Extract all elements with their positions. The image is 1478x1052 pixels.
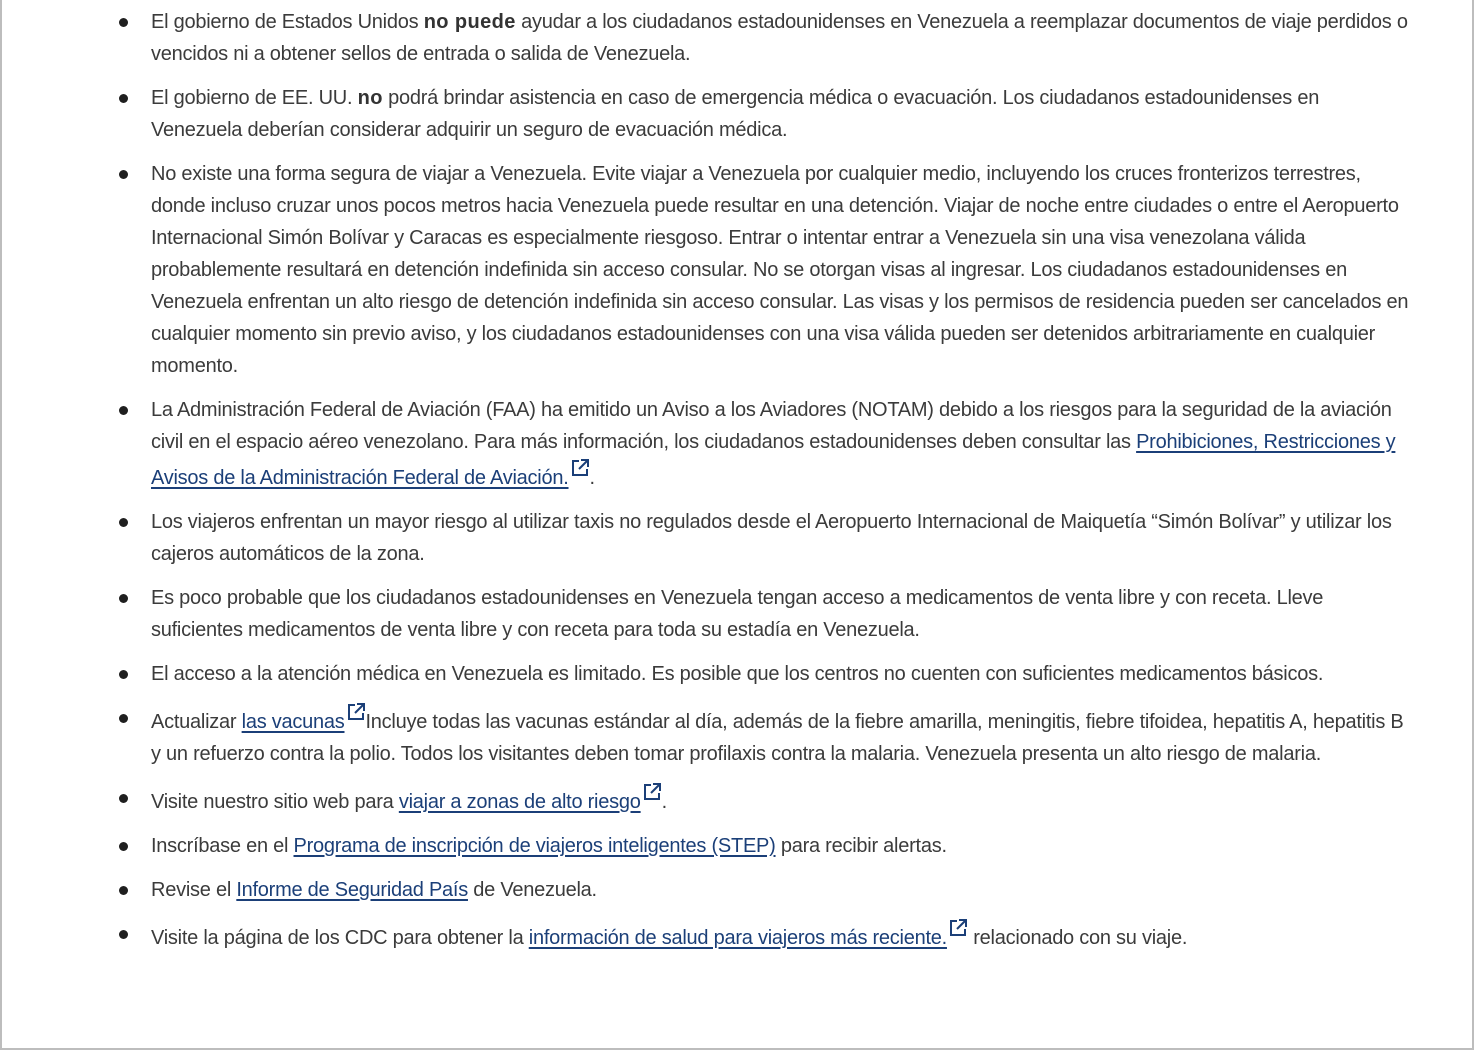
list-item bbox=[151, 702, 1413, 770]
bullet-text: relacionado con su viaje. bbox=[967, 927, 1188, 949]
bullet-text: Los viajeros enfrentan un mayor riesgo al utilizar taxis no regulados desde el Aeropuerto Internacional de Maiquetía “Simón Bolívar” y utilizar los cajeros automáticos de la zona. bbox=[151, 511, 1392, 565]
bullet-text: de Venezuela. bbox=[467, 879, 597, 901]
list-item bbox=[151, 874, 1413, 906]
bullet-text: Incluye todas las vacunas estándar al día, además de la fiebre amarilla, meningitis, fiebre tifoidea, hepatitis A, hepatitis B y un refuerzo contra la polio. Todos los visitantes deben tomar profilaxis contra la malaria. Venezuela presenta un alto riesgo de malaria. bbox=[151, 711, 1404, 765]
list-item bbox=[151, 782, 1413, 818]
bullet-text: Revise el bbox=[151, 879, 237, 901]
list-item bbox=[151, 658, 1413, 690]
list-item bbox=[151, 82, 1413, 146]
external-link-icon[interactable] bbox=[642, 782, 662, 802]
list-item bbox=[151, 582, 1413, 646]
bullet-text: Actualizar bbox=[151, 711, 242, 733]
country-security-report-link[interactable]: Informe de Seguridad País bbox=[236, 879, 468, 901]
list-item bbox=[151, 394, 1413, 494]
bullet-text: para recibir alertas. bbox=[775, 835, 947, 857]
travel-advice-list bbox=[151, 6, 1413, 966]
external-link-icon[interactable] bbox=[570, 458, 590, 478]
bullet-text: No existe una forma segura de viajar a Venezuela. Evite viajar a Venezuela por cualquier medio, incluyendo los cruces fronterizos terrestres, donde incluso cruzar unos pocos metros hacia Venezuela puede resultar en una detención. Viajar de noche entre ciudades o entre el Aeropuerto Internacional Simón Bolívar y Caracas es especialmente riesgoso. Entrar o intentar entrar a Venezuela sin una visa venezolana válida probablemente resultará en detención indefinida sin acceso consular. No se otorgan visas al ingresar. Los ciudadanos estadounidenses en Venezuela enfrentan un alto riesgo de detención indefinida sin acceso consular. Las visas y los permisos de residencia pueden ser cancelados en cualquier momento sin previo aviso, y los ciudadanos estadounidenses con una visa válida pueden ser detenidos arbitrariamente en cualquier momento. bbox=[151, 163, 1409, 377]
bullet-text: . bbox=[661, 791, 667, 813]
bullet-text: podrá brindar asistencia en caso de emergencia médica o evacuación. Los ciudadanos estadounidenses en Venezuela deberían considerar adquirir un seguro de evacuación médica. bbox=[151, 87, 1320, 141]
faa-restrictions-link[interactable]: Prohibiciones, Restricciones y Avisos de la Administración Federal de Aviación. bbox=[151, 431, 1396, 489]
list-item bbox=[151, 6, 1413, 70]
list-item bbox=[151, 506, 1413, 570]
bullet-text: Inscríbase en el bbox=[151, 835, 294, 857]
bullet-text: El acceso a la atención médica en Venezuela es limitado. Es posible que los centros no cuenten con suficientes medicamentos básicos. bbox=[151, 663, 1324, 685]
bullet-text: El gobierno de Estados Unidos bbox=[151, 11, 424, 33]
bullet-text: Visite nuestro sitio web para bbox=[151, 791, 399, 813]
bullet-emphasis: no bbox=[357, 87, 383, 109]
vaccines-link[interactable]: las vacunas bbox=[241, 711, 345, 733]
external-link-icon[interactable] bbox=[948, 918, 968, 938]
external-link-icon[interactable] bbox=[346, 702, 366, 722]
bullet-text: Visite la página de los CDC para obtener la bbox=[151, 927, 529, 949]
bullet-emphasis: no puede bbox=[423, 11, 516, 33]
bullet-text: La Administración Federal de Aviación (FAA) ha emitido un Aviso a los Aviadores (NOTAM) debido a los riesgos para la seguridad de la aviación civil en el espacio aéreo venezolano. Para más información, los ciudadanos estadounidenses deben consultar las bbox=[151, 399, 1392, 453]
list-item bbox=[151, 918, 1413, 954]
bullet-text: Es poco probable que los ciudadanos estadounidenses en Venezuela tengan acceso a medicamentos de venta libre y con receta. Lleve suficientes medicamentos de venta libre y con receta para toda su estadía en Venezuela. bbox=[151, 587, 1324, 641]
step-program-link[interactable]: Programa de inscripción de viajeros inteligentes (STEP) bbox=[293, 835, 776, 857]
list-item bbox=[151, 830, 1413, 862]
bullet-text: El gobierno de EE. UU. bbox=[151, 87, 358, 109]
high-risk-travel-link[interactable]: viajar a zonas de alto riesgo bbox=[398, 791, 641, 813]
list-item bbox=[151, 158, 1413, 382]
bullet-text: ayudar a los ciudadanos estadounidenses en Venezuela a reemplazar documentos de viaje perdidos o vencidos ni a obtener sellos de entrada o salida de Venezuela. bbox=[151, 11, 1408, 65]
bullet-text: . bbox=[589, 467, 595, 489]
cdc-health-info-link[interactable]: información de salud para viajeros más reciente. bbox=[528, 927, 947, 949]
